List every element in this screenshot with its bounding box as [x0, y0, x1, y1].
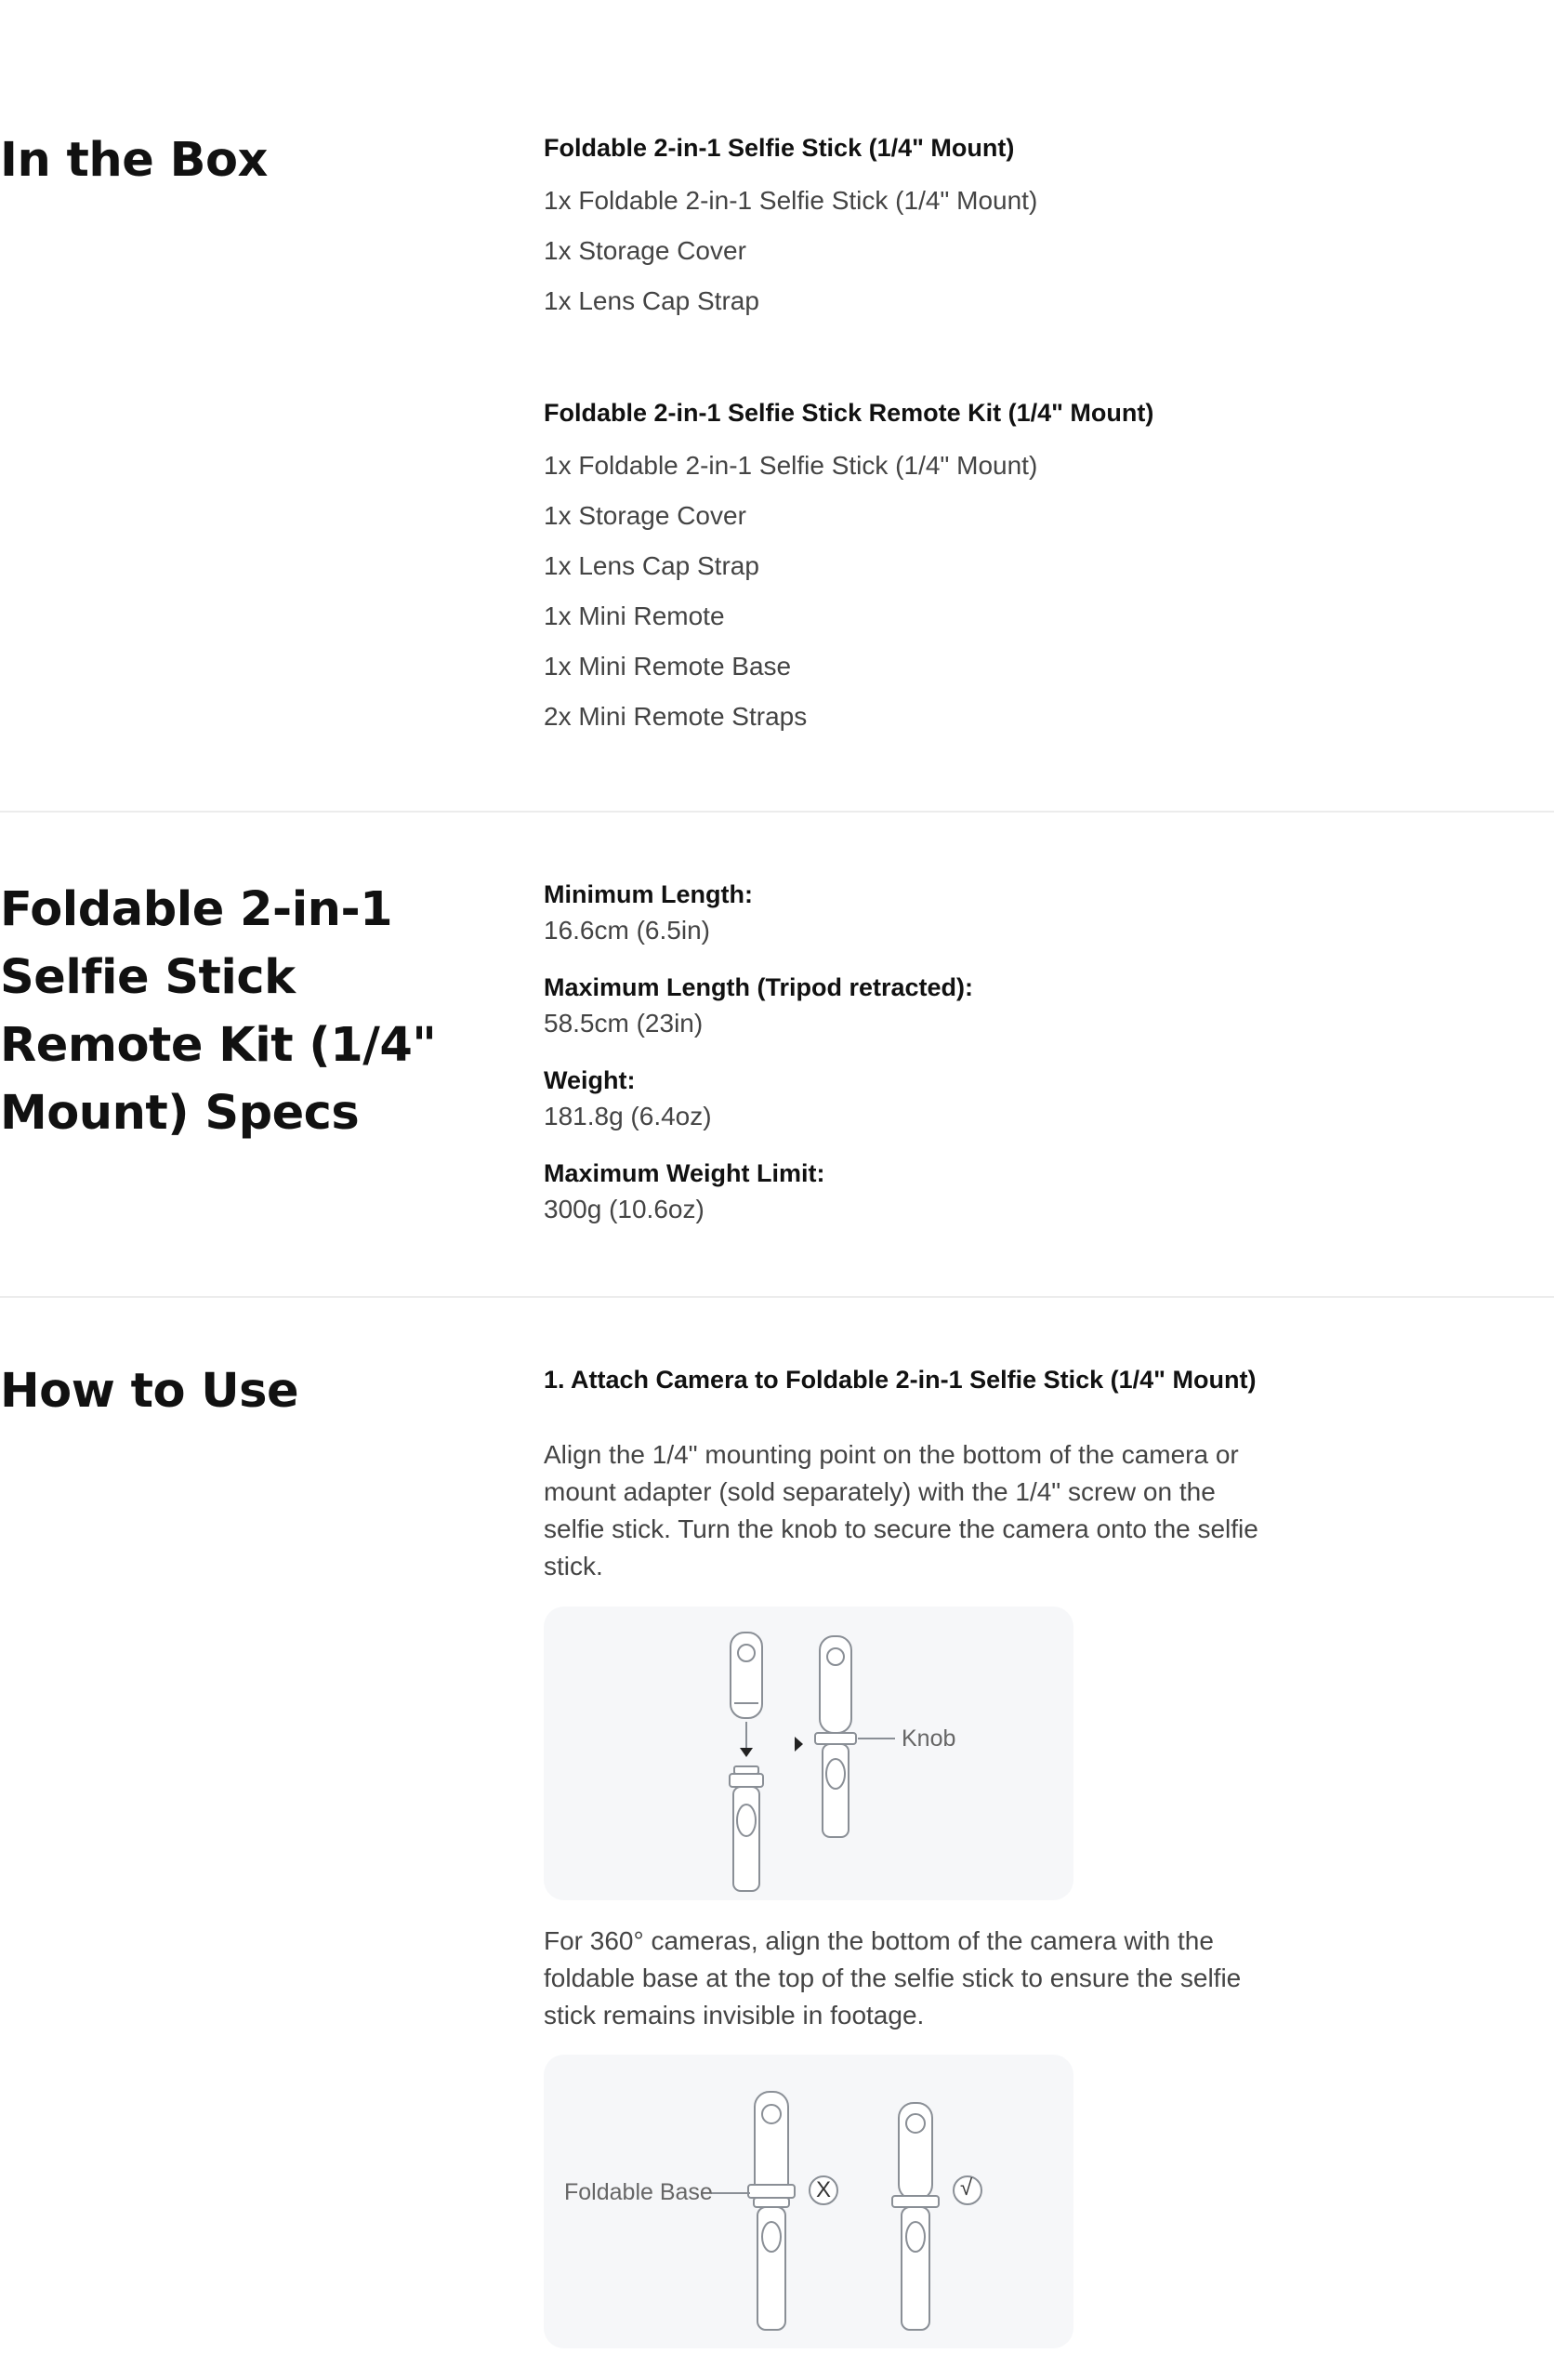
spec-value: 300g (10.6oz) [544, 1195, 705, 1223]
foldable-base [892, 2196, 939, 2207]
box-item: 1x Storage Cover [544, 501, 746, 530]
selfie-stick [733, 1787, 759, 1891]
how-to-use-heading: How to Use [0, 1364, 299, 1419]
in-the-box-heading: In the Box [0, 133, 268, 188]
box-group-title: Foldable 2-in-1 Selfie Stick (1/4" Mount) [544, 134, 1015, 162]
box-item: 1x Foldable 2-in-1 Selfie Stick (1/4" Mount) [544, 451, 1038, 480]
foldable-base-label: Foldable Base [564, 2179, 713, 2205]
box-item: 1x Mini Remote [544, 602, 725, 630]
stick-button [762, 2222, 781, 2252]
step-1-paragraph-2 [544, 1923, 1269, 2034]
instruction-text: Align the 1/4" mounting point on the bottom of the camera or mount adapter (sold separately) with the 1/4" screw on the selfie stick. Turn the knob to secure the camera onto the selfie stick. [544, 1440, 1258, 1580]
stick-knob [730, 1774, 763, 1787]
stick-button [906, 2222, 925, 2252]
box-item: 2x Mini Remote Straps [544, 702, 808, 731]
box-item: 1x Mini Remote Base [544, 652, 792, 681]
stick-button [826, 1759, 845, 1789]
specs-list [544, 877, 1269, 1249]
camera-lens [762, 2105, 781, 2123]
spec-row [544, 1156, 1269, 1228]
camera-lens [906, 2114, 925, 2133]
spec-value: 58.5cm (23in) [544, 1009, 704, 1038]
box-item: 1x Foldable 2-in-1 Selfie Stick (1/4" Mount) [544, 186, 1038, 215]
spec-label: Weight: [544, 1066, 636, 1094]
box-item: 1x Lens Cap Strap [544, 286, 759, 315]
spec-label: Maximum Weight Limit: [544, 1159, 825, 1187]
wrong-mark-text: X [816, 2177, 832, 2202]
right-mark-text: √ [960, 2175, 973, 2201]
box-item: 1x Lens Cap Strap [544, 551, 759, 580]
stick-knob [815, 1733, 856, 1744]
step-title: 1. Attach Camera to Foldable 2-in-1 Selfie Stick (1/4" Mount) [544, 1366, 1257, 1394]
knob-label: Knob [902, 1726, 956, 1752]
how-to-use-section [0, 1298, 1554, 2380]
spec-label: Minimum Length: [544, 880, 753, 908]
in-the-box-section [0, 0, 1554, 811]
down-arrow-icon [740, 1748, 753, 1757]
instruction-text: For 360° cameras, align the bottom of the camera with the foldable base at the top of the selfie stick to ensure the selfie stick remains invisible in footage. [544, 1926, 1242, 2030]
spec-value: 181.8g (6.4oz) [544, 1102, 712, 1130]
spec-label: Maximum Length (Tripod retracted): [544, 973, 974, 1001]
box-item-list [544, 441, 1269, 742]
box-item-list [544, 176, 1269, 326]
stick-screw [734, 1766, 758, 1774]
spec-value: 16.6cm (6.5in) [544, 916, 710, 945]
box-group-title: Foldable 2-in-1 Selfie Stick Remote Kit (1/4" Mount) [544, 399, 1154, 427]
spec-row [544, 970, 1269, 1042]
camera-lens [738, 1645, 755, 1661]
box-group-remote-kit [544, 396, 1269, 742]
foldable-base [748, 2185, 795, 2198]
stick-button [737, 1805, 756, 1836]
foldable-base-illustration [544, 2055, 1073, 2348]
specs-section [0, 813, 1554, 1296]
box-group-standard [544, 131, 1269, 326]
spec-row [544, 1063, 1269, 1135]
attach-camera-illustration [544, 1606, 1073, 1900]
box-item: 1x Storage Cover [544, 236, 746, 265]
right-arrow-icon [795, 1737, 803, 1752]
step-1-title [544, 1363, 1269, 1396]
attach-camera-drawing [544, 1606, 1073, 1900]
camera-lens [827, 1648, 844, 1665]
step-1-paragraph [544, 1436, 1269, 1585]
specs-heading: Foldable 2-in-1 Selfie Stick Remote Kit (1/4" Mount) Specs [0, 882, 437, 1141]
spec-row [544, 877, 1269, 949]
